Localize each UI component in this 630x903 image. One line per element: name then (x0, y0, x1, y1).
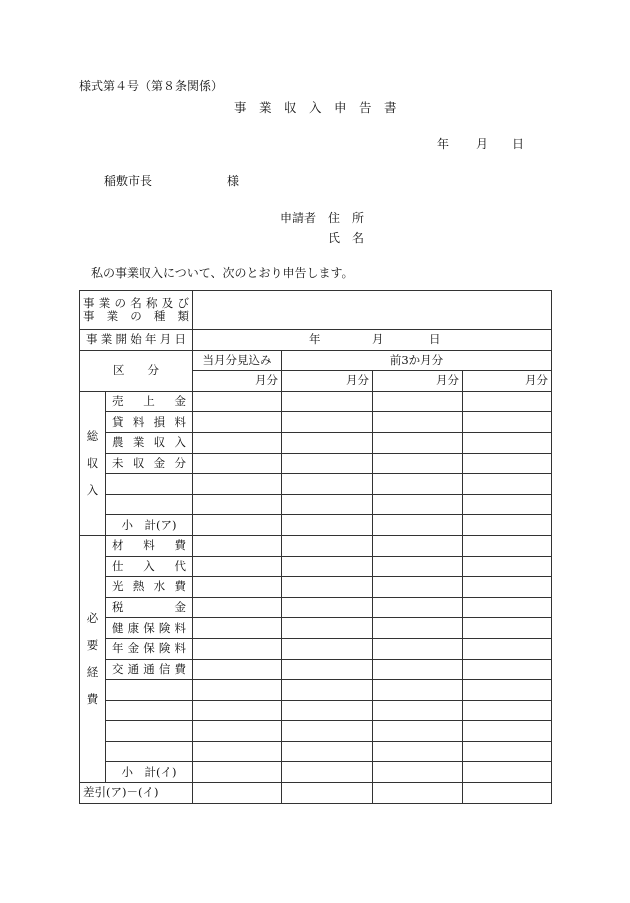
income-group-char: 入 (86, 482, 99, 497)
expense-cell[interactable] (463, 659, 552, 680)
expense-cell[interactable] (193, 577, 282, 598)
expense-cell[interactable] (373, 721, 463, 742)
expense-item-label: 材料費 (106, 535, 193, 556)
month-col-4: 月分 (463, 371, 552, 392)
expense-item-label[interactable] (106, 680, 193, 701)
income-cell[interactable] (193, 474, 282, 495)
intro-statement: 私の事業収入について、次のとおり申告します。 (91, 266, 354, 280)
current-month-estimate-header: 当月分見込み (193, 350, 282, 371)
business-name-field[interactable] (193, 291, 552, 330)
expense-cell[interactable] (282, 659, 373, 680)
expense-cell[interactable] (193, 618, 282, 639)
income-cell[interactable] (463, 412, 552, 433)
expense-cell[interactable] (373, 535, 463, 556)
expense-cell[interactable] (193, 680, 282, 701)
expense-group-label (80, 535, 106, 782)
month-col-3: 月分 (373, 371, 463, 392)
difference-label: 差引(ア)－(イ) (80, 783, 193, 804)
start-date-label: 事業開始年月日 (80, 330, 193, 351)
expense-group-char: 経 (86, 665, 99, 679)
month-col-1: 月分 (193, 371, 282, 392)
expense-cell[interactable] (282, 556, 373, 577)
expense-item-label: 税金 (106, 597, 193, 618)
income-cell[interactable] (282, 432, 373, 453)
prev-three-months-header: 前3か月分 (282, 350, 552, 371)
expense-cell[interactable] (463, 597, 552, 618)
income-subtotal-cell[interactable] (373, 515, 463, 536)
expense-item-label: 健康保険料 (106, 618, 193, 639)
expense-cell[interactable] (463, 535, 552, 556)
addressee: 稲敷市長 (104, 174, 153, 188)
income-cell[interactable] (193, 453, 282, 474)
start-date-month: 月 (372, 332, 384, 346)
income-cell[interactable] (373, 494, 463, 515)
expense-cell[interactable] (463, 638, 552, 659)
expense-item-label[interactable] (106, 700, 193, 721)
expense-cell[interactable] (193, 741, 282, 762)
income-cell[interactable] (282, 412, 373, 433)
income-item-label: 売上金 (106, 391, 193, 412)
expense-cell[interactable] (282, 721, 373, 742)
expense-cell[interactable] (282, 700, 373, 721)
expense-subtotal-label: 小 計(イ) (106, 762, 193, 783)
income-cell[interactable] (282, 391, 373, 412)
income-group-char: 収 (86, 455, 99, 470)
expense-cell[interactable] (463, 556, 552, 577)
business-name-label-line2: 事業の種類 (83, 309, 189, 323)
expense-group-char: 費 (86, 692, 99, 706)
income-cell[interactable] (373, 432, 463, 453)
date-year-label: 年 (437, 137, 450, 151)
income-cell[interactable] (373, 474, 463, 495)
expense-subtotal-cell[interactable] (373, 762, 463, 783)
expense-cell[interactable] (282, 680, 373, 701)
income-group-label (80, 391, 106, 535)
expense-cell[interactable] (463, 700, 552, 721)
expense-cell[interactable] (463, 741, 552, 762)
income-cell[interactable] (463, 391, 552, 412)
income-cell[interactable] (282, 494, 373, 515)
expense-cell[interactable] (463, 577, 552, 598)
start-date-day: 日 (429, 332, 441, 346)
date-month-label: 月 (476, 137, 489, 151)
expense-cell[interactable] (373, 680, 463, 701)
business-name-label (80, 291, 193, 330)
expense-item-label: 光熱水費 (106, 577, 193, 598)
expense-cell[interactable] (193, 638, 282, 659)
name-label: 氏 名 (328, 231, 365, 245)
income-cell[interactable] (373, 453, 463, 474)
difference-cell[interactable] (373, 783, 463, 804)
difference-cell[interactable] (463, 783, 552, 804)
income-cell[interactable] (282, 453, 373, 474)
month-col-2: 月分 (282, 371, 373, 392)
income-cell[interactable] (463, 474, 552, 495)
address-label: 住 所 (328, 211, 365, 225)
applicant-label: 申請者 (280, 211, 317, 225)
expense-cell[interactable] (373, 618, 463, 639)
expense-item-label: 年金保険料 (106, 638, 193, 659)
category-header: 区 分 (80, 350, 193, 391)
expense-item-label: 仕入代 (106, 556, 193, 577)
expense-cell[interactable] (463, 721, 552, 742)
addressee-honorific: 様 (227, 174, 240, 188)
income-item-label: 農業収入 (106, 432, 193, 453)
expense-cell[interactable] (193, 700, 282, 721)
expense-cell[interactable] (282, 618, 373, 639)
income-item-label[interactable] (106, 474, 193, 495)
income-cell[interactable] (193, 432, 282, 453)
income-cell[interactable] (282, 474, 373, 495)
expense-item-label: 交通通信費 (106, 659, 193, 680)
expense-cell[interactable] (193, 597, 282, 618)
document-title: 事 業 収 入 申 告 書 (234, 100, 397, 115)
difference-cell[interactable] (282, 783, 373, 804)
expense-cell[interactable] (463, 680, 552, 701)
expense-cell[interactable] (373, 741, 463, 762)
expense-cell[interactable] (282, 638, 373, 659)
income-subtotal-label: 小 計(ア) (106, 515, 193, 536)
income-cell[interactable] (463, 453, 552, 474)
expense-cell[interactable] (373, 638, 463, 659)
expense-subtotal-cell[interactable] (193, 762, 282, 783)
expense-cell[interactable] (282, 577, 373, 598)
expense-subtotal-cell[interactable] (463, 762, 552, 783)
income-subtotal-cell[interactable] (463, 515, 552, 536)
expense-cell[interactable] (373, 556, 463, 577)
expense-cell[interactable] (282, 741, 373, 762)
income-cell[interactable] (463, 494, 552, 515)
income-cell[interactable] (193, 391, 282, 412)
form-number: 様式第４号（第８条関係） (79, 79, 224, 93)
date-day-label: 日 (512, 137, 525, 151)
income-cell[interactable] (373, 391, 463, 412)
income-cell[interactable] (193, 412, 282, 433)
expense-cell[interactable] (282, 535, 373, 556)
income-subtotal-cell[interactable] (282, 515, 373, 536)
expense-item-label[interactable] (106, 741, 193, 762)
start-date-field[interactable] (193, 330, 552, 351)
business-name-label-line1: 事業の名称及び (83, 296, 189, 310)
expense-cell[interactable] (193, 721, 282, 742)
income-item-label: 未収金分 (106, 453, 193, 474)
expense-cell[interactable] (193, 659, 282, 680)
expense-cell[interactable] (463, 618, 552, 639)
expense-group-char: 必 (86, 611, 99, 625)
income-cell[interactable] (193, 494, 282, 515)
income-group-char: 総 (86, 428, 99, 443)
expense-cell[interactable] (373, 700, 463, 721)
income-cell[interactable] (463, 432, 552, 453)
expense-subtotal-cell[interactable] (282, 762, 373, 783)
expense-cell[interactable] (373, 659, 463, 680)
income-subtotal-cell[interactable] (193, 515, 282, 536)
income-item-label[interactable] (106, 494, 193, 515)
expense-cell[interactable] (373, 577, 463, 598)
income-item-label: 貸料損料 (106, 412, 193, 433)
expense-group-char: 要 (86, 638, 99, 652)
difference-cell[interactable] (193, 783, 282, 804)
expense-cell[interactable] (193, 535, 282, 556)
expense-item-label[interactable] (106, 721, 193, 742)
expense-cell[interactable] (373, 597, 463, 618)
expense-cell[interactable] (282, 597, 373, 618)
expense-cell[interactable] (193, 556, 282, 577)
income-declaration-table (79, 290, 552, 804)
income-cell[interactable] (373, 412, 463, 433)
start-date-year: 年 (309, 332, 321, 346)
